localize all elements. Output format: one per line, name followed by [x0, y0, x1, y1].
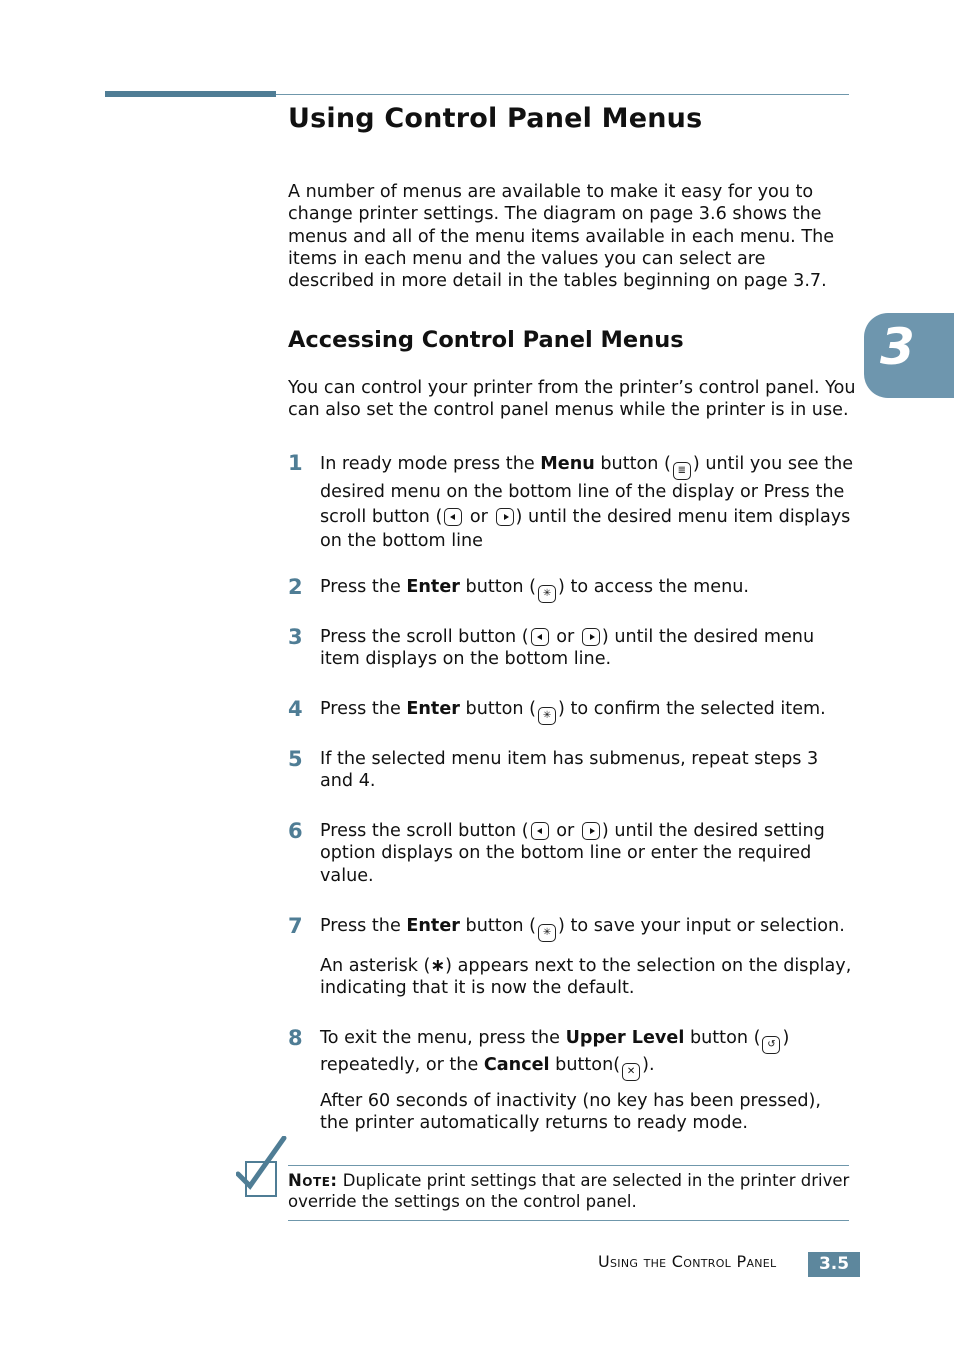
step-number: 3: [288, 625, 303, 649]
chapter-number: 3: [880, 318, 915, 376]
step-text: Press the Enter button ( ✳ ) to access the menu.: [320, 576, 855, 603]
footer-section-title: Using the Control Panel: [598, 1252, 777, 1271]
header-rule-thin: [276, 94, 849, 95]
step-text: Press the scroll button ( or ) until the desired menu item displays on the bottom line.: [320, 627, 815, 670]
step-text: If the selected menu item has submenus, repeat steps 3 and 4.: [320, 749, 819, 792]
section-paragraph: You can control your printer from the printer’s control panel. You can also set the control panel menus while the printer is in use.: [288, 378, 856, 421]
page-title: Using Control Panel Menus: [288, 103, 703, 134]
header-rule-thick: [105, 91, 276, 97]
step-number: 6: [288, 819, 303, 843]
intro-paragraph: A number of menus are available to make it easy for you to change printer settings. The diagram on page 3.6 shows the menus and all of the menu items available in each menu. The items in each menu and the values you can select are described in more detail in the tables beginning on page 3.7.: [288, 182, 835, 292]
scroll-left-button-icon: [531, 822, 549, 840]
section-title: Accessing Control Panel Menus: [288, 327, 684, 353]
step-number: 7: [288, 914, 303, 938]
page-number: 3.5: [808, 1252, 860, 1277]
scroll-right-button-icon: [582, 822, 600, 840]
note-rule-top: [288, 1165, 849, 1166]
cancel-button-icon: ✕: [622, 1063, 640, 1081]
enter-button-icon: ✳: [538, 707, 556, 725]
step-number: 2: [288, 575, 303, 599]
step-text: Press the scroll button ( or ) until the desired setting option displays on the bottom line or enter the required value.: [320, 821, 825, 886]
scroll-left-button-icon: [531, 628, 549, 646]
asterisk-icon: ∗: [430, 956, 446, 976]
note-rule-bottom: [288, 1220, 849, 1221]
enter-button-icon: ✳: [538, 924, 556, 942]
step-number: 4: [288, 697, 303, 721]
scroll-left-button-icon: [444, 508, 462, 526]
step-text: Press the Enter button ( ✳ ) to confirm the selected item.: [320, 698, 855, 725]
checkmark-icon: [236, 1136, 288, 1200]
enter-button-icon: ✳: [538, 585, 556, 603]
step-number: 1: [288, 451, 303, 475]
step-text: In ready mode press the Menu button ( ≣ ) until you see the desired menu on the bottom line of the display or Press the scroll button ( or ) until the desired menu item displays on the bottom line: [320, 454, 854, 551]
step-number: 5: [288, 747, 303, 771]
upper-level-button-icon: ↺: [762, 1036, 780, 1054]
step-text: To exit the menu, press the Upper Level button ( ↺ ) repeatedly, or the Cancel button( ✕ ).: [320, 1027, 855, 1081]
step-number: 8: [288, 1026, 303, 1050]
menu-button-icon: ≣: [673, 462, 691, 480]
step-text: Press the Enter button ( ✳ ) to save your input or selection.: [320, 915, 855, 942]
scroll-right-button-icon: [582, 628, 600, 646]
step-subparagraph: After 60 seconds of inactivity (no key has been pressed), the printer automatically returns to ready mode.: [320, 1091, 821, 1134]
step-subparagraph: An asterisk (∗) appears next to the selection on the display, indicating that it is now the default.: [320, 956, 852, 999]
note-paragraph: Note: Duplicate print settings that are selected in the printer driver override the settings on the control panel.: [288, 1171, 850, 1211]
scroll-right-button-icon: [496, 508, 514, 526]
